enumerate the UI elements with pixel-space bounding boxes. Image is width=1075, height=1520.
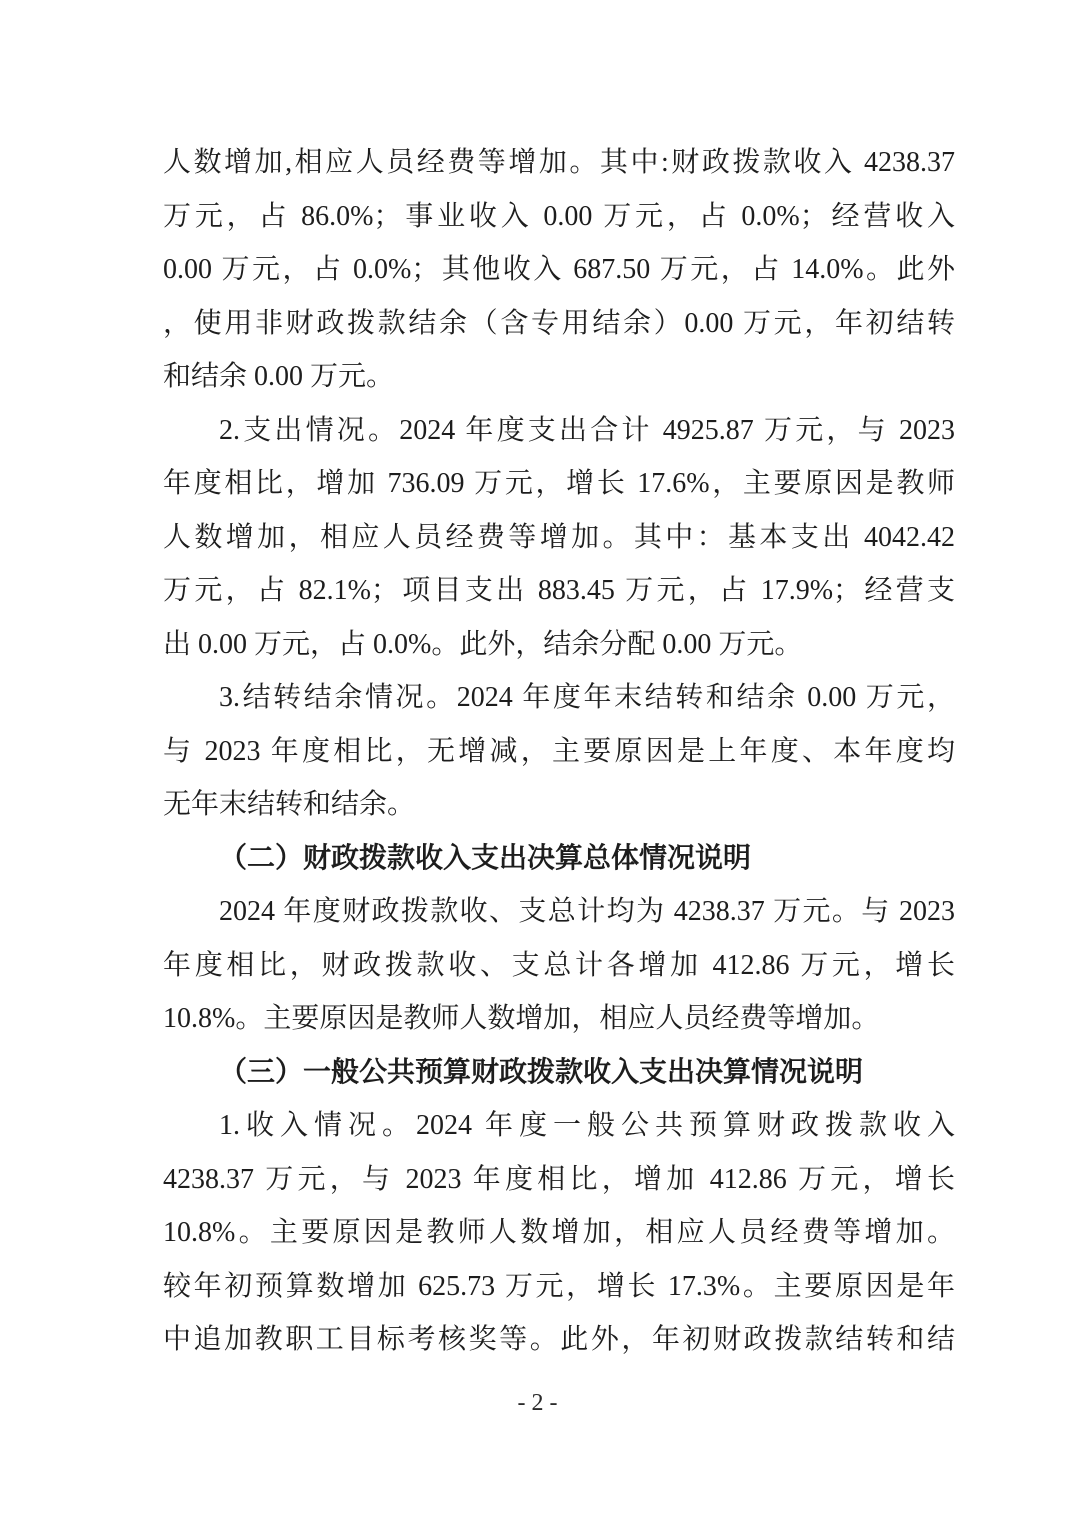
page-number: - 2 -	[517, 1390, 558, 1416]
text-line: 0.00 万元，占 0.0%；其他收入 687.50 万元，占 14.0%。此外	[163, 254, 955, 285]
text-line: 无年末结转和结余。	[163, 789, 416, 820]
text-line: ，使用非财政拨款结余（含专用结余）0.00 万元，年初结转	[163, 307, 955, 339]
text-line: 与 2023 年度相比，无增减，主要原因是上年度、本年度均	[163, 735, 955, 767]
text-line: 10.8%。主要原因是教师人数增加，相应人员经费等增加。	[163, 1217, 955, 1248]
document-body	[163, 136, 955, 1367]
text-line: 3.结转结余情况。2024 年度年末结转和结余 0.00 万元，	[219, 682, 955, 713]
text-line: 人数增加，相应人员经费等增加。其中：基本支出 4042.42	[163, 521, 955, 553]
text-line: 年度相比，增加 736.09 万元，增长 17.6%，主要原因是教师	[163, 468, 955, 499]
text-line: 中追加教职工目标考核奖等。此外，年初财政拨款结转和结	[163, 1324, 955, 1355]
text-line: 2.支出情况。2024 年度支出合计 4925.87 万元，与 2023	[219, 414, 955, 446]
section-heading: （三）一般公共预算财政拨款收入支出决算情况说明	[219, 1056, 864, 1088]
text-line: 万元，占 86.0%；事业收入 0.00 万元，占 0.0%；经营收入	[163, 200, 955, 232]
section-heading: （二）财政拨款收入支出决算总体情况说明	[219, 842, 752, 874]
text-line: 人数增加,相应人员经费等增加。其中:财政拨款收入 4238.37	[163, 147, 955, 178]
text-line: 2024 年度财政拨款收、支总计均为 4238.37 万元。与 2023	[219, 896, 955, 927]
text-line: 较年初预算数增加 625.73 万元，增长 17.3%。主要原因是年	[163, 1270, 955, 1302]
text-line: 1.收入情况。2024 年度一般公共预算财政拨款收入	[219, 1110, 955, 1141]
text-line: 出 0.00 万元，占 0.0%。此外，结余分配 0.00 万元。	[163, 628, 803, 660]
text-line: 和结余 0.00 万元。	[163, 361, 395, 392]
text-line: 10.8%。主要原因是教师人数增加，相应人员经费等增加。	[163, 1003, 880, 1034]
text-line: 4238.37 万元，与 2023 年度相比，增加 412.86 万元，增长	[163, 1163, 955, 1195]
text-line: 万元，占 82.1%；项目支出 883.45 万元，占 17.9%；经营支	[163, 575, 955, 606]
text-line: 年度相比，财政拨款收、支总计各增加 412.86 万元，增长	[163, 949, 955, 981]
